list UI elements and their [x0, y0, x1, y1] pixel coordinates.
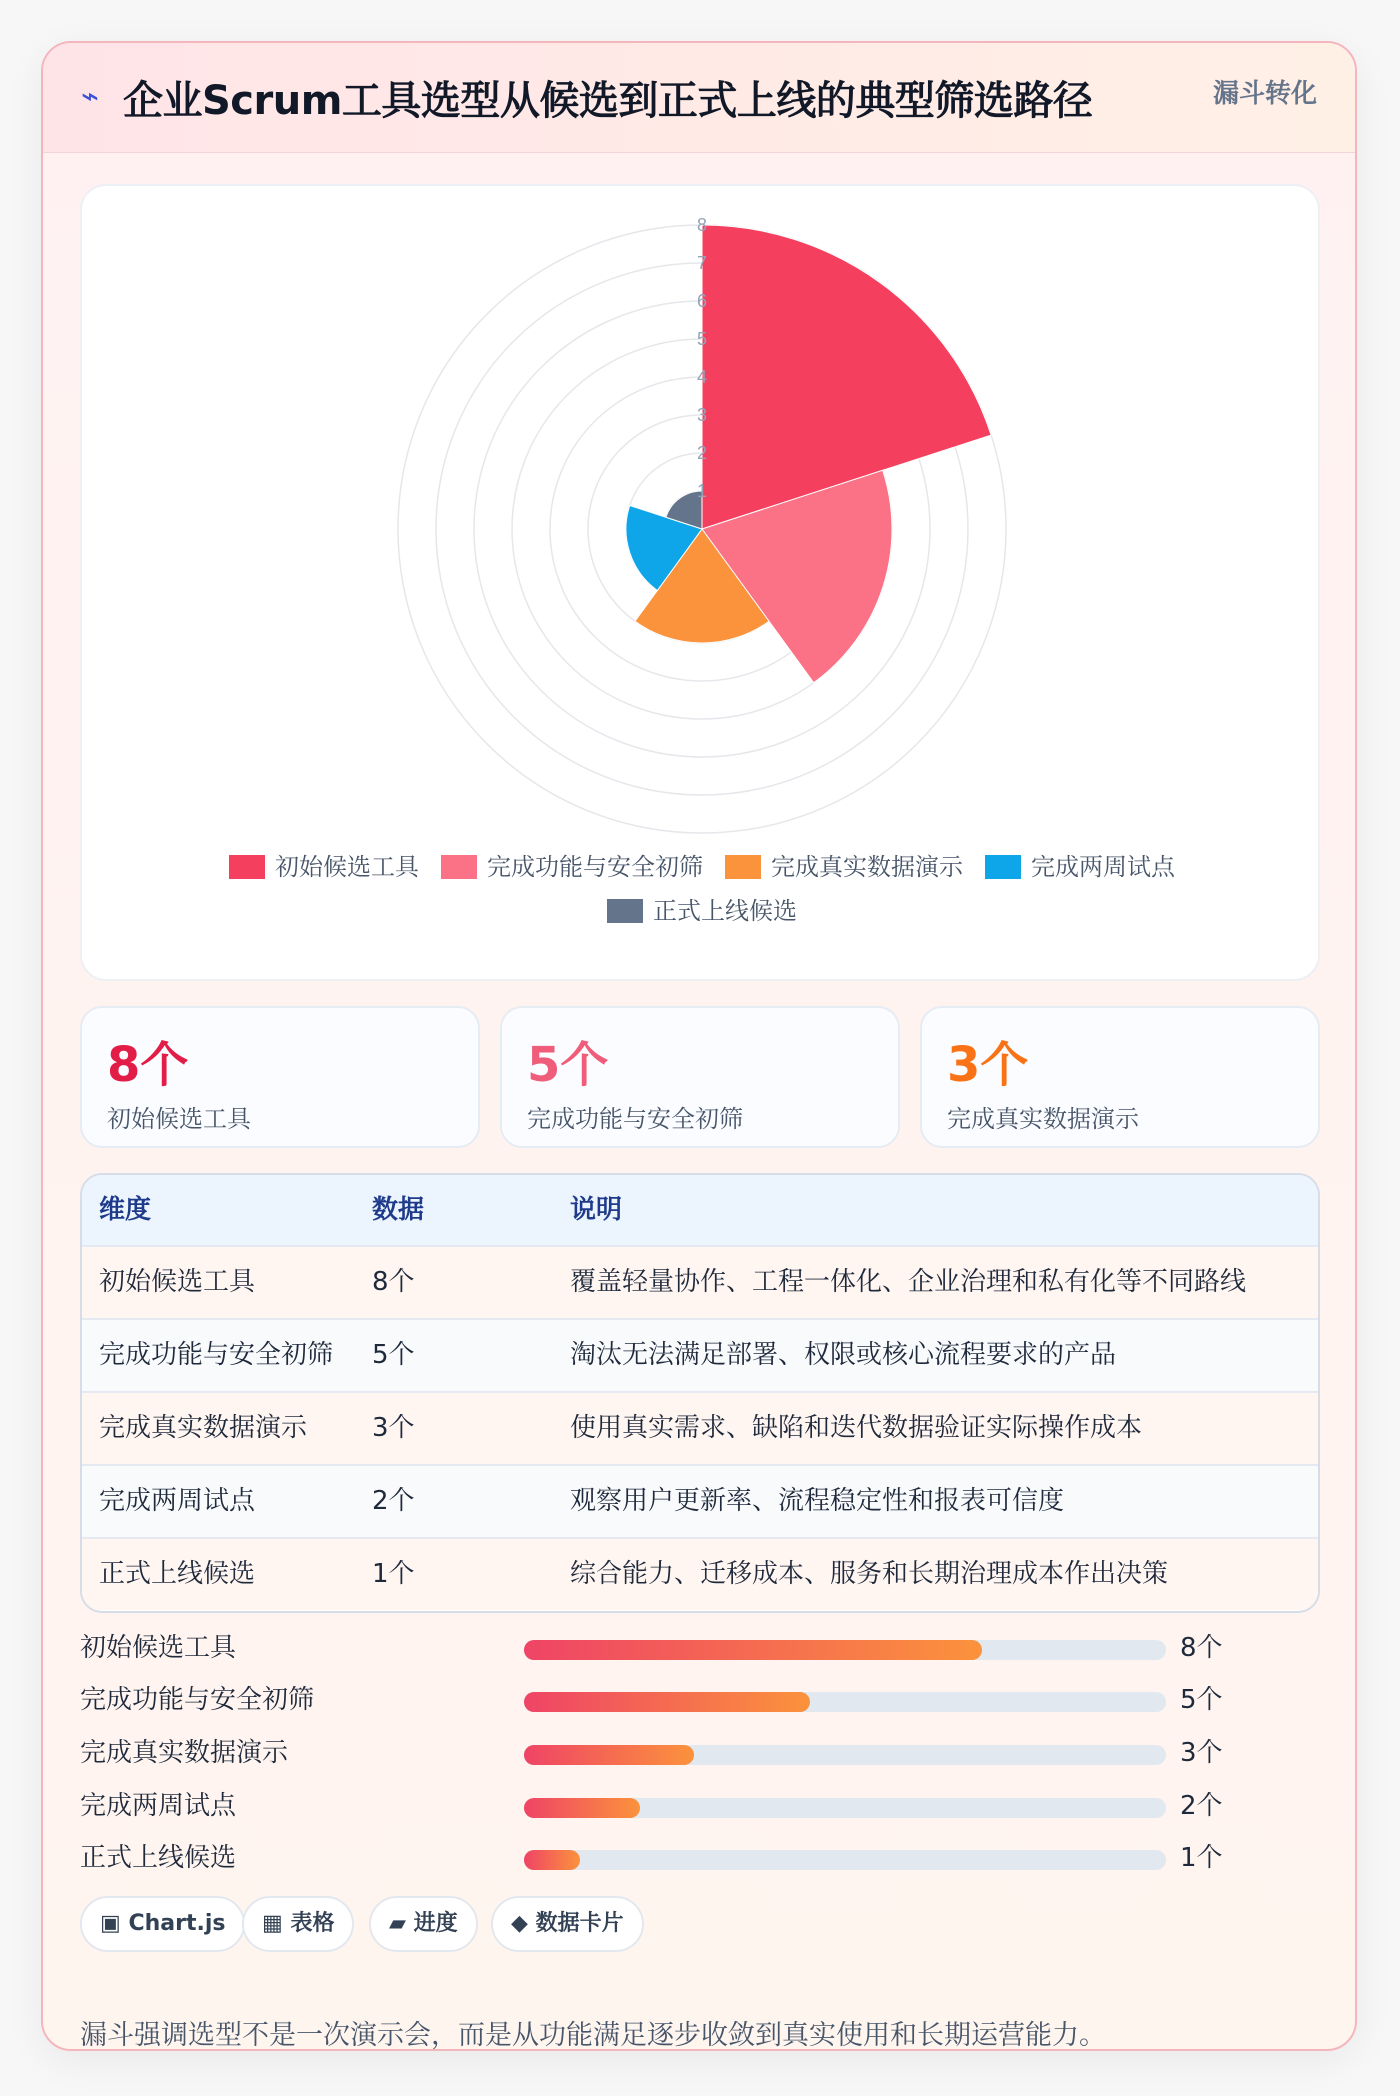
lightning-icon: ⌁ [81, 79, 100, 114]
progress-value: 8个 [1180, 1633, 1223, 1663]
legend-label: 初始候选工具 [275, 853, 420, 881]
progress-row [80, 1786, 1320, 1826]
stat-value: 8个 [107, 1037, 189, 1093]
data-table [80, 1173, 1320, 1613]
progress-row [80, 1680, 1320, 1720]
r-tick-label: 5 [696, 329, 708, 349]
progress-value: 3个 [1180, 1738, 1223, 1768]
column-header: 说明 [570, 1195, 623, 1225]
legend-label: 完成真实数据演示 [770, 853, 963, 881]
stat-card [80, 1006, 480, 1148]
progress-fill [524, 1692, 810, 1712]
header-tag: 漏斗转化 [1212, 79, 1317, 109]
table-cell: 使用真实需求、缺陷和迭代数据验证实际操作成本 [570, 1413, 1143, 1443]
table-cell: 2个 [372, 1486, 415, 1516]
r-tick-label: 7 [696, 253, 708, 273]
stat-label: 完成功能与安全初筛 [527, 1105, 743, 1133]
r-tick-label: 4 [696, 367, 708, 387]
r-tick-label: 3 [696, 405, 708, 425]
r-tick-label: 8 [696, 215, 708, 235]
r-tick-label: 2 [696, 443, 708, 463]
table-row [82, 1245, 1318, 1318]
table-row [82, 1537, 1318, 1610]
main-card [41, 41, 1357, 2051]
progress-fill [524, 1798, 640, 1818]
table-row [82, 1391, 1318, 1464]
progress-track [524, 1745, 1166, 1765]
progress-fill [524, 1640, 982, 1660]
stat-label: 完成真实数据演示 [947, 1105, 1139, 1133]
footer-note: 漏斗强调选型不是一次演示会，而是从功能满足逐步收敛到真实使用和长期运营能力。 [80, 2020, 1106, 2051]
progress-row [80, 1838, 1320, 1878]
stat-label: 初始候选工具 [107, 1105, 251, 1133]
progress-label: 正式上线候选 [80, 1843, 237, 1873]
polar-area-chart [82, 186, 1322, 983]
table-cell: 8个 [372, 1267, 415, 1297]
table-row [82, 1318, 1318, 1391]
chip-data-card[interactable]: ◆ 数据卡片 [491, 1896, 644, 1952]
progress-track [524, 1692, 1166, 1712]
table-cell: 观察用户更新率、流程稳定性和报表可信度 [570, 1486, 1065, 1516]
chart-panel [80, 184, 1320, 981]
column-header: 维度 [99, 1195, 152, 1225]
table-cell: 完成真实数据演示 [99, 1413, 308, 1443]
chip-table[interactable]: ▦ 表格 [242, 1896, 354, 1952]
progress-track [524, 1798, 1166, 1818]
progress-value: 5个 [1180, 1685, 1223, 1715]
progress-label: 完成真实数据演示 [80, 1738, 289, 1768]
table-cell: 3个 [372, 1413, 415, 1443]
progress-track [524, 1640, 1166, 1660]
table-cell: 覆盖轻量协作、工程一体化、企业治理和私有化等不同路线 [570, 1267, 1247, 1297]
progress-label: 完成两周试点 [80, 1791, 237, 1821]
legend-swatch [607, 899, 643, 923]
progress-label: 初始候选工具 [80, 1633, 237, 1663]
legend-label: 正式上线候选 [653, 897, 798, 925]
chip-progress[interactable]: ▰ 进度 [369, 1896, 478, 1952]
legend-swatch [985, 855, 1021, 879]
legend-swatch [229, 855, 265, 879]
legend-label: 完成两周试点 [1030, 853, 1175, 881]
table-row [82, 1464, 1318, 1537]
stat-value: 3个 [947, 1037, 1029, 1093]
progress-label: 完成功能与安全初筛 [80, 1685, 315, 1715]
stat-value: 5个 [527, 1037, 609, 1093]
stat-card [500, 1006, 900, 1148]
progress-row [80, 1733, 1320, 1773]
progress-value: 1个 [1180, 1843, 1223, 1873]
legend-swatch [725, 855, 761, 879]
table-cell: 初始候选工具 [99, 1267, 256, 1297]
r-tick-label: 1 [696, 481, 708, 501]
legend-swatch [441, 855, 477, 879]
progress-value: 2个 [1180, 1791, 1223, 1821]
stat-card [920, 1006, 1320, 1148]
progress-fill [524, 1745, 694, 1765]
table-cell: 淘汰无法满足部署、权限或核心流程要求的产品 [570, 1340, 1117, 1370]
r-tick-label: 6 [696, 291, 708, 311]
column-header: 数据 [372, 1195, 425, 1225]
page-title: 企业Scrum工具选型从候选到正式上线的典型筛选路径 [123, 78, 1093, 124]
progress-row [80, 1628, 1320, 1668]
progress-fill [524, 1850, 580, 1870]
table-header-row [82, 1175, 1318, 1245]
table-cell: 1个 [372, 1559, 415, 1589]
header [43, 43, 1355, 153]
legend-label: 完成功能与安全初筛 [487, 853, 704, 881]
table-cell: 完成功能与安全初筛 [99, 1340, 334, 1370]
table-cell: 正式上线候选 [99, 1559, 256, 1589]
table-cell: 5个 [372, 1340, 415, 1370]
table-cell: 完成两周试点 [99, 1486, 256, 1516]
table-cell: 综合能力、迁移成本、服务和长期治理成本作出决策 [570, 1559, 1169, 1589]
chip-chartjs[interactable]: ▣ Chart.js [80, 1896, 245, 1952]
progress-track [524, 1850, 1166, 1870]
